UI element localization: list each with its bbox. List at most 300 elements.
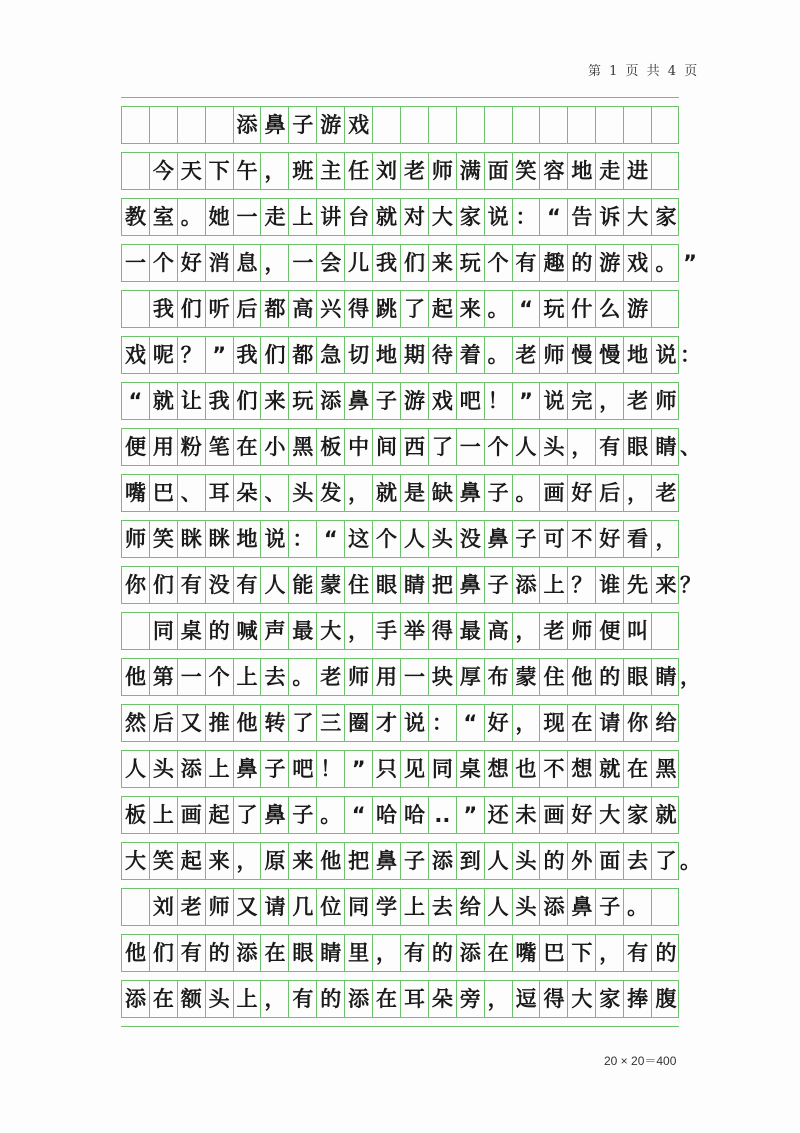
grid-cell: 室 [150,199,178,235]
grid-gap [121,1017,679,1027]
grid-cell: 。 [655,251,677,275]
grid-cell: 子 [513,521,541,557]
grid-cell: 想 [485,751,513,787]
grid-cell [150,107,178,143]
grid-cell: 有 [624,935,652,971]
grid-gap [121,281,679,291]
grid-cell: 慢 [568,337,596,373]
grid-cell: 师 [206,889,234,925]
grid-cell: ” [457,797,485,833]
grid-cell: 都 [289,337,317,373]
grid-cell: 里 [345,935,373,971]
grid-cell: 教 [122,199,150,235]
grid-cell: 玩 [457,245,485,281]
grid-cell: 先 [624,567,652,603]
grid-cell: 添 [345,981,373,1017]
grid-cell [178,107,206,143]
grid-cell: 在 [262,935,290,971]
grid-cell: 没 [457,521,485,557]
grid-cell: 的 [206,935,234,971]
text-row [121,337,701,373]
text-row [121,797,679,833]
grid-cell: 就 [373,475,401,511]
grid-cell: 圈 [345,705,373,741]
grid-cell: 玩 [289,383,317,419]
grid-gap [121,971,679,981]
grid-cell: 好 [485,705,513,741]
grid-cell: 让 [178,383,206,419]
grid-spec-label: 20 × 20＝400 [604,1054,677,1068]
grid-cell: 。 [485,337,513,373]
grid-cell: 刘 [373,153,401,189]
grid-cell: 发 [317,475,345,511]
grid-cell: 眯 [178,521,206,557]
grid-cell: 今 [150,153,178,189]
grid-cell [122,889,150,925]
grid-cell: 蒙 [317,567,345,603]
grid-cell [122,613,150,649]
grid-cell: 一 [289,245,317,281]
grid-cell: 位 [317,889,345,925]
grid-cell: 原 [262,843,290,879]
grid-cell: 哈 [373,797,401,833]
grid-cell: 刘 [150,889,178,925]
grid-cell: ， [345,613,373,649]
grid-cell: 玩 [541,291,569,327]
grid-cell: 上 [541,567,569,603]
grid-cell: 添 [122,981,150,1017]
grid-cell: 诉 [596,199,624,235]
grid-gap [121,603,679,613]
grid-cell: 班 [289,153,317,189]
grid-cell: 添 [513,567,541,603]
grid-cell [373,107,401,143]
grid-cell: ： [513,199,541,235]
grid-cell: 转 [262,705,290,741]
grid-cell: 同 [150,613,178,649]
grid-cell: 起 [429,291,457,327]
grid-cell: 他 [122,935,150,971]
grid-cell: 待 [429,337,457,373]
overflow-char: 、 [680,435,701,459]
grid-cell: 耳 [206,475,234,511]
grid-cell: 他 [234,705,262,741]
grid-cell: 笑 [513,153,541,189]
grid-gap [121,327,679,337]
grid-cell: 有 [178,935,206,971]
grid-cell: 个 [150,245,178,281]
grid-gap [121,787,679,797]
grid-cell: 逗 [513,981,541,1017]
overflow-char: ？ [680,573,701,597]
grid-gap [121,741,679,751]
grid-cell: 告 [568,199,596,235]
grid-cell: 他 [568,659,596,695]
grid-cell: 来 [457,291,485,327]
grid-cell: 睛 [401,567,429,603]
grid-cell: 个 [485,245,513,281]
grid-cell: ， [234,843,262,879]
grid-cell: 兴 [317,291,345,327]
text-row [121,705,679,741]
grid-cell: 起 [206,797,234,833]
grid-cell: 桌 [178,613,206,649]
grid-cell [122,153,150,189]
grid-cell: 到 [457,843,485,879]
grid-cell: 好 [178,245,206,281]
grid-cell: “ [513,291,541,327]
grid-cell: .. [429,797,457,833]
grid-cell: 是 [401,475,429,511]
grid-cell: 老 [624,383,652,419]
grid-cell: 老 [513,337,541,373]
grid-cell: 来 [206,843,234,879]
grid-cell: 人 [485,843,513,879]
grid-cell: 画 [178,797,206,833]
text-row [121,475,679,511]
grid-cell: 。 [513,475,541,511]
grid-cell: 们 [234,383,262,419]
grid-cell: 能 [289,567,317,603]
grid-cell: ” [513,383,541,419]
grid-cell: 眼 [624,659,652,695]
grid-cell: 在 [568,705,596,741]
grid-cell: 鼻 [457,475,485,511]
grid-cell: 好 [596,521,624,557]
grid-cell: ” [206,337,234,373]
grid-gap [121,649,679,659]
grid-cell: 们 [178,291,206,327]
grid-cell: 推 [206,705,234,741]
text-row [121,659,701,695]
grid-cell: “ [317,521,345,557]
grid-cell: 的 [655,941,677,965]
grid-cell: 一 [122,245,150,281]
grid-cell: 小 [262,429,290,465]
grid-cell: 有 [178,567,206,603]
grid-cell: 添 [541,889,569,925]
grid-cell: 头 [541,429,569,465]
grid-cell: ， [262,153,290,189]
grid-gap [121,465,679,475]
grid-cell: 用 [373,659,401,695]
grid-cell: 眼 [624,429,652,465]
grid-cell: 才 [373,705,401,741]
grid-cell: 师 [345,659,373,695]
grid-cell: 一 [178,659,206,695]
grid-cell: 呢 [150,337,178,373]
grid-cell: 说 [401,705,429,741]
grid-cell: ： [429,705,457,741]
grid-cell [122,107,150,143]
grid-cell [206,107,234,143]
grid-cell: 我 [234,337,262,373]
grid-cell: 人 [485,889,513,925]
grid-cell: 睛 [317,935,345,971]
grid-cell: “ [457,705,485,741]
grid-cell: 有 [401,935,429,971]
grid-cell: 没 [206,567,234,603]
grid-cell: 说 [485,199,513,235]
grid-cell [652,107,680,143]
grid-cell: 在 [485,935,513,971]
grid-cell: 子 [485,567,513,603]
grid-cell: 了 [234,797,262,833]
grid-cell: 见 [401,751,429,787]
grid-cell: 看 [624,521,652,557]
text-row [121,751,679,787]
grid-cell: 请 [596,705,624,741]
grid-cell: 子 [262,751,290,787]
grid-cell: 上 [401,889,429,925]
grid-cell: 高 [485,613,513,649]
grid-cell: 第 [150,659,178,695]
grid-cell: 了 [655,849,677,873]
grid-cell: ， [596,935,624,971]
grid-cell: 一 [401,659,429,695]
grid-cell: 不 [541,751,569,787]
grid-cell: 。 [178,199,206,235]
grid-cell: 来 [262,383,290,419]
grid-cell: 块 [429,659,457,695]
grid-cell: 布 [485,659,513,695]
grid-cell: 跳 [373,291,401,327]
grid-cell: 高 [289,291,317,327]
grid-cell: ， [373,935,401,971]
grid-cell: 子 [289,107,317,143]
text-row [121,567,701,603]
text-row [121,613,679,649]
grid-cell: 息 [234,245,262,281]
grid-cell: 慢 [596,337,624,373]
text-row [121,521,679,557]
grid-cell: 眼 [289,935,317,971]
grid-cell: 西 [401,429,429,465]
grid-cell: 游 [401,383,429,419]
grid-cell: 上 [234,659,262,695]
grid-cell: 把 [345,843,373,879]
grid-cell: 声 [262,613,290,649]
grid-cell: 上 [150,797,178,833]
grid-gap [121,879,679,889]
grid-cell: 三 [317,705,345,741]
grid-cell: 了 [401,291,429,327]
grid-cell: 大 [624,199,652,235]
grid-cell: 桌 [457,751,485,787]
overflow-char: ， [680,665,701,689]
grid-cell: 趣 [541,245,569,281]
grid-cell: 大 [317,613,345,649]
grid-cell: ， [485,981,513,1017]
grid-cell [401,107,429,143]
grid-cell: 满 [457,153,485,189]
grid-cell: 、 [178,475,206,511]
grid-cell: 的 [206,613,234,649]
grid-cell: 面 [596,843,624,879]
grid-cell: ， [262,981,290,1017]
grid-cell: 我 [206,383,234,419]
grid-cell: 鼻 [457,567,485,603]
grid-cell: 头 [206,981,234,1017]
text-row [121,245,697,281]
grid-cell [652,889,680,925]
grid-cell: 师 [429,153,457,189]
grid-cell: 嘴 [513,935,541,971]
grid-cell: ！ [485,383,513,419]
grid-cell: 师 [541,337,569,373]
grid-cell: 笔 [206,429,234,465]
grid-cell [541,107,569,143]
grid-cell: 眼 [373,567,401,603]
grid-cell: 个 [373,521,401,557]
grid-cell: 粉 [178,429,206,465]
grid-cell: 走 [596,153,624,189]
grid-cell: 有 [513,245,541,281]
grid-cell: 个 [206,659,234,695]
grid-cell: 这 [345,521,373,557]
grid-cell: 现 [541,705,569,741]
grid-cell: 便 [596,613,624,649]
grid-cell: 黑 [655,757,677,781]
grid-cell: 戏 [624,245,652,281]
text-row [121,153,679,189]
grid-cell: 住 [345,567,373,603]
grid-cell: ， [655,527,677,551]
grid-cell: 头 [150,751,178,787]
grid-cell: 腹 [655,987,677,1011]
grid-cell: 好 [568,797,596,833]
grid-cell: 得 [345,291,373,327]
grid-cell: 朵 [429,981,457,1017]
grid-cell: 都 [262,291,290,327]
grid-cell: 上 [289,199,317,235]
grid-cell: 板 [317,429,345,465]
grid-cell: 有 [289,981,317,1017]
grid-cell: 有 [596,429,624,465]
grid-cell: ： [289,521,317,557]
grid-cell [596,107,624,143]
grid-cell: 巴 [541,935,569,971]
grid-cell: 下 [206,153,234,189]
grid-cell: 在 [234,429,262,465]
grid-cell: 老 [655,481,677,505]
grid-cell [624,107,652,143]
grid-cell: 台 [345,199,373,235]
grid-cell: 吧 [289,751,317,787]
grid-cell: 家 [457,199,485,235]
text-row [121,291,679,327]
grid-cell: 你 [624,705,652,741]
grid-cell: 子 [596,889,624,925]
grid-cell: 一 [457,429,485,465]
grid-cell: 朵 [234,475,262,511]
grid-cell [122,291,150,327]
grid-cell: 头 [429,521,457,557]
grid-cell: 、 [262,475,290,511]
grid-cell: 吧 [457,383,485,419]
grid-cell: ？ [178,337,206,373]
grid-cell: 来 [655,573,677,597]
grid-cell: 间 [373,429,401,465]
grid-cell: 了 [429,429,457,465]
grid-cell: 厚 [457,659,485,695]
grid-cell: 地 [568,153,596,189]
grid-cell [652,291,680,327]
grid-cell: 师 [122,521,150,557]
grid-cell: 的 [317,981,345,1017]
grid-gap [121,511,679,521]
grid-cell: 大 [429,199,457,235]
grid-cell: 就 [655,803,677,827]
grid-cell: 额 [178,981,206,1017]
grid-cell: 儿 [345,245,373,281]
grid-cell: 人 [122,751,150,787]
grid-cell: 有 [234,567,262,603]
grid-cell: 走 [262,199,290,235]
grid-cell: 鼻 [373,843,401,879]
grid-cell: 我 [373,245,401,281]
grid-cell: 急 [317,337,345,373]
grid-cell: 头 [289,475,317,511]
grid-cell: 地 [373,337,401,373]
grid-gap [121,373,679,383]
grid-cell: 的 [429,935,457,971]
grid-cell: 好 [568,475,596,511]
grid-cell: 说 [541,383,569,419]
grid-cell: 添 [317,383,345,419]
grid-gap [121,695,679,705]
grid-cell: 的 [541,843,569,879]
grid-cell: 听 [206,291,234,327]
grid-cell: 天 [178,153,206,189]
grid-cell: 游 [596,245,624,281]
grid-cell: 喊 [234,613,262,649]
text-row [121,935,679,971]
grid-cell: 想 [568,751,596,787]
grid-cell: 头 [513,843,541,879]
grid-cell: 戏 [345,107,373,143]
grid-cell: 期 [401,337,429,373]
grid-cell: 最 [289,613,317,649]
grid-cell: 最 [457,613,485,649]
grid-cell: 师 [655,389,677,413]
grid-cell [485,107,513,143]
grid-cell: 哈 [401,797,429,833]
text-row [121,843,701,879]
grid-cell: 可 [541,521,569,557]
grid-cell: 完 [568,383,596,419]
grid-cell: 来 [289,843,317,879]
grid-cell: 在 [373,981,401,1017]
grid-cell: ” [345,751,373,787]
grid-cell: 板 [122,797,150,833]
grid-cell [513,107,541,143]
grid-cell: 消 [206,245,234,281]
grid-cell: 任 [345,153,373,189]
grid-cell: 笑 [150,521,178,557]
grid-cell: 嘴 [122,475,150,511]
grid-cell: 叫 [624,613,652,649]
grid-cell: 们 [401,245,429,281]
grid-cell: ， [513,705,541,741]
grid-cell: 便 [122,429,150,465]
grid-cell: 鼻 [568,889,596,925]
grid-cell: 捧 [624,981,652,1017]
grid-cell: 请 [262,889,290,925]
grid-cell: 几 [289,889,317,925]
grid-cell: 老 [317,659,345,695]
grid-cell: 画 [541,475,569,511]
